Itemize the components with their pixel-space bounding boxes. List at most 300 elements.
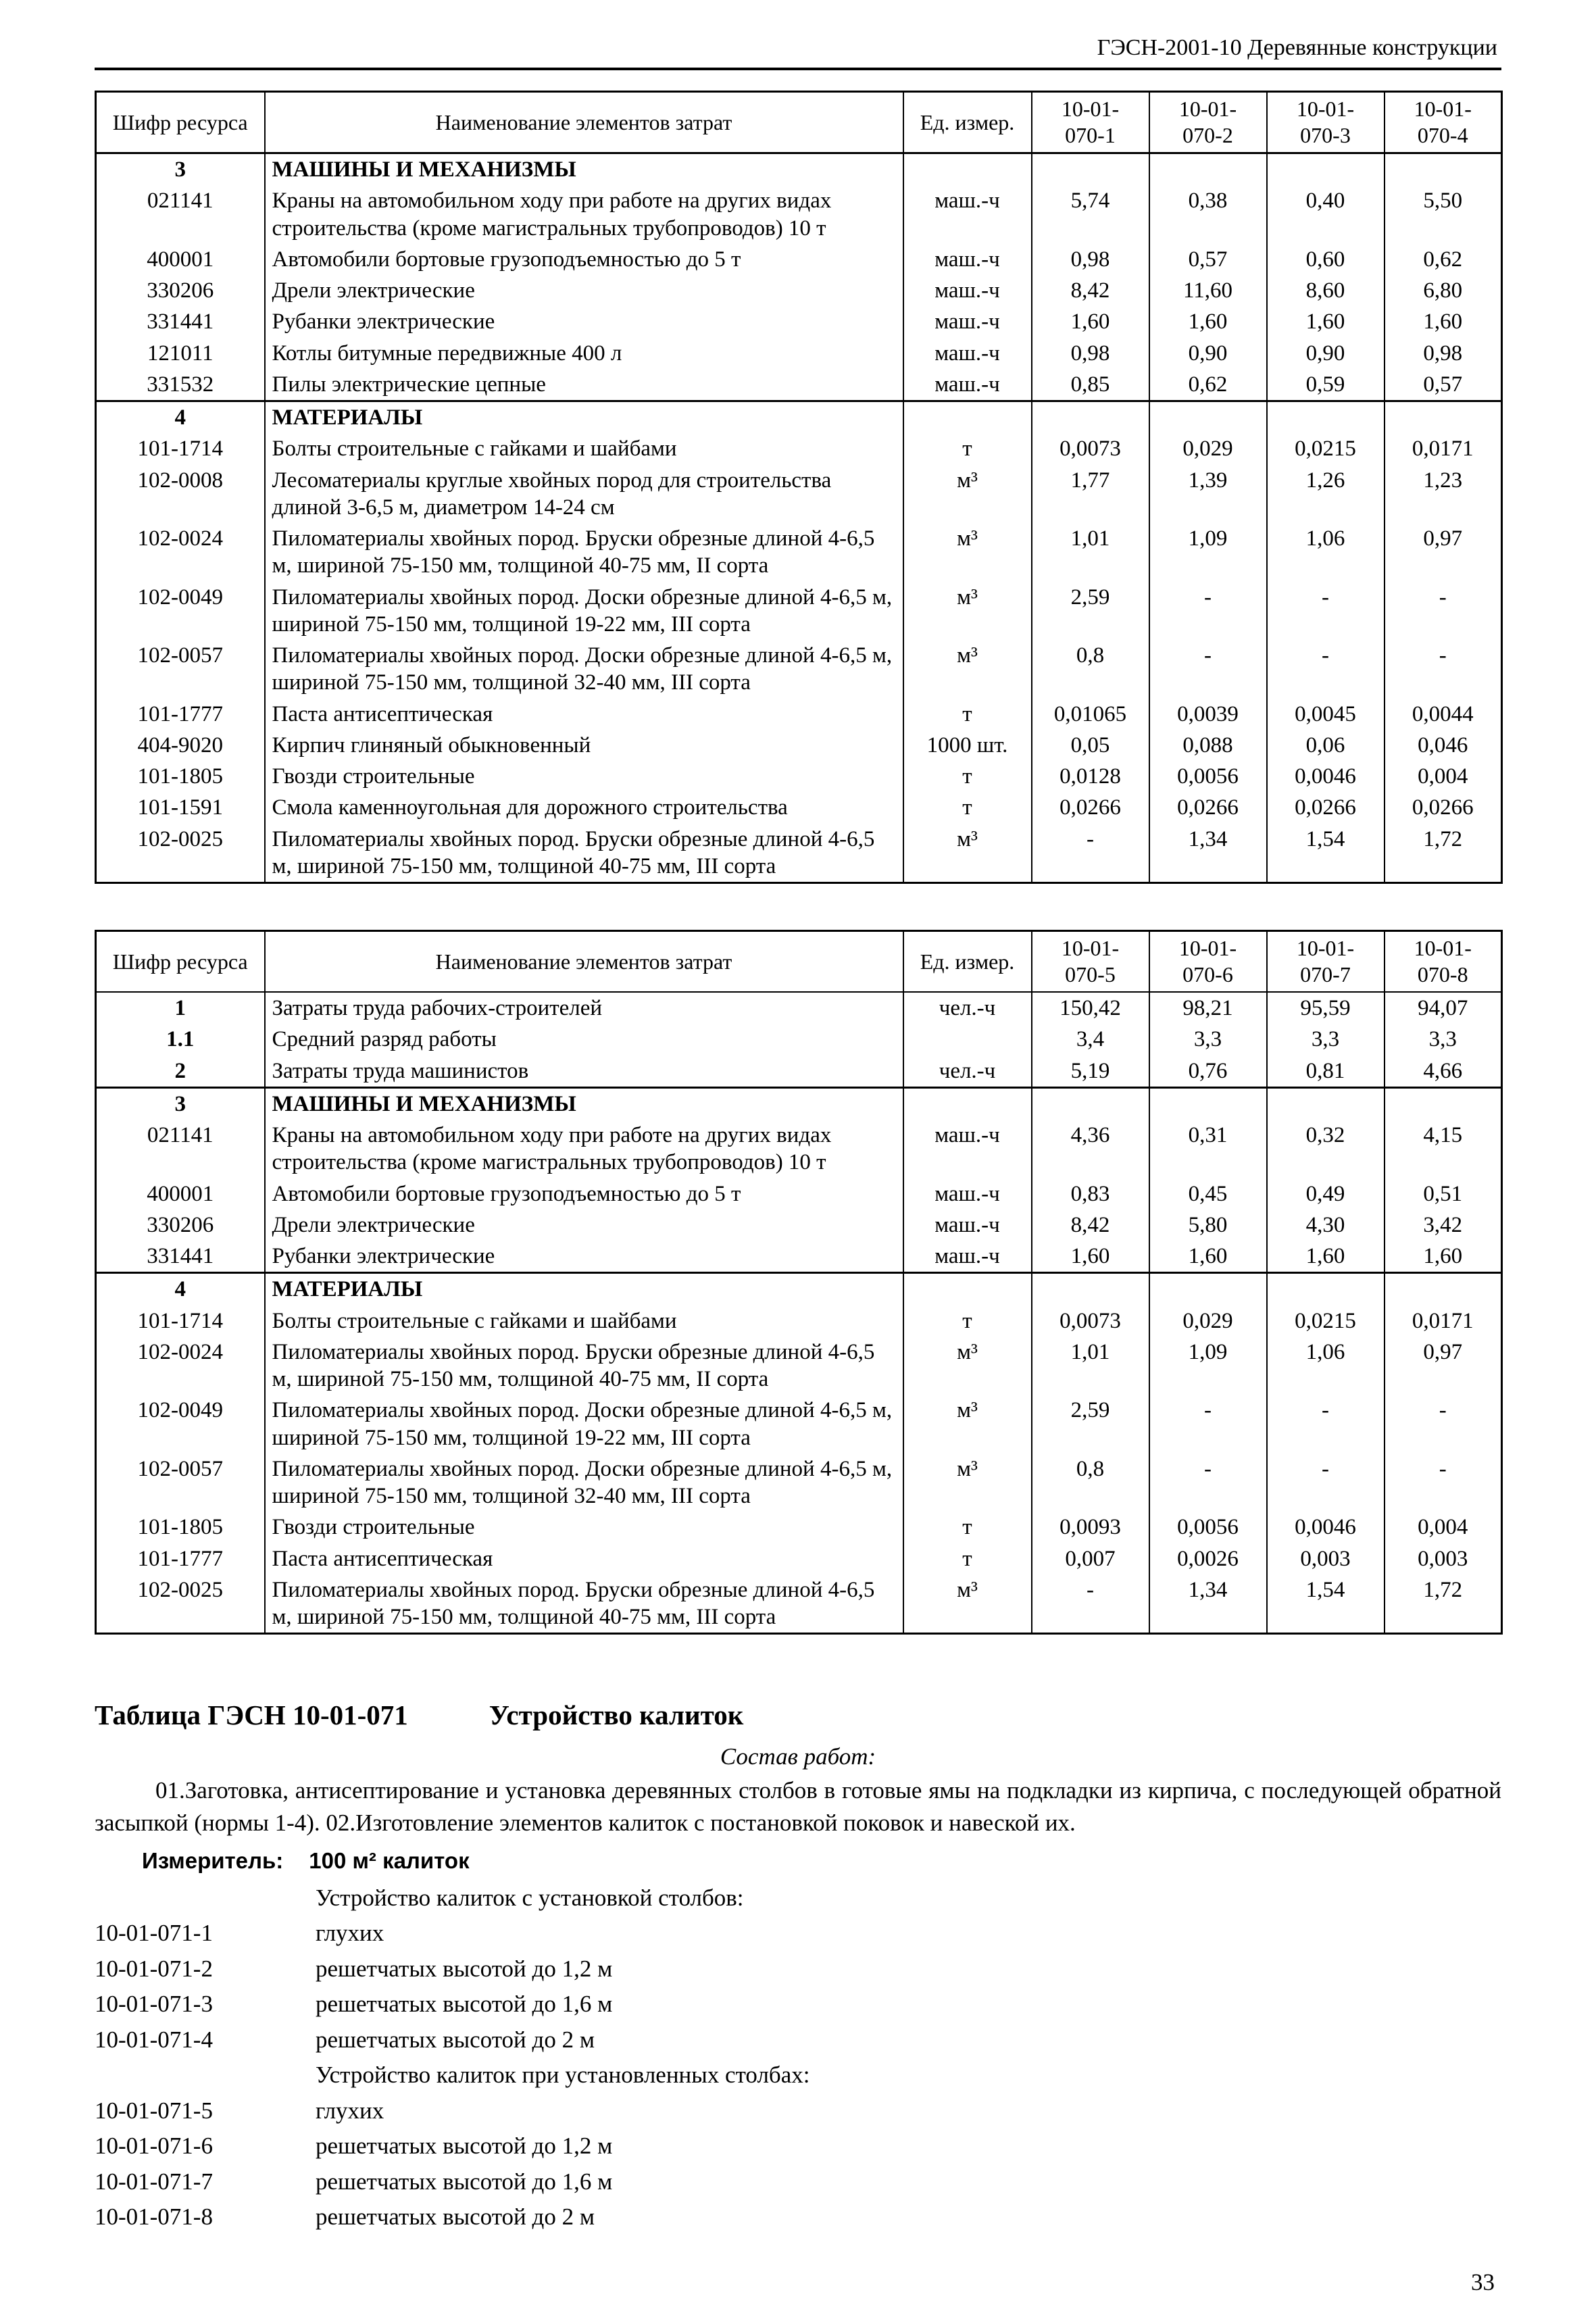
- value-norm-3: 1,06: [1267, 1337, 1385, 1395]
- resource-row: [96, 730, 1502, 761]
- resource-row: [96, 761, 1502, 792]
- value-norm-4: [1385, 1087, 1502, 1120]
- value-norm-4: 1,72: [1385, 1574, 1502, 1634]
- value-norm-3: [1267, 1273, 1385, 1305]
- resource-name: Пиломатериалы хвойных пород. Бруски обрезные длиной 4-6,5 м, шириной 75-150 мм, толщиной 40-75 мм, III сорта: [265, 824, 903, 883]
- measure-item-label: Устройство калиток при установленных столбах:: [316, 2062, 810, 2089]
- resource-code: 102-0024: [96, 1337, 265, 1395]
- table-header-row: [96, 931, 1502, 993]
- section-row: [96, 1087, 1502, 1120]
- measure-item-code: 10-01-071-1: [95, 1920, 213, 1947]
- resource-name: Пиломатериалы хвойных пород. Доски обрезные длиной 4-6,5 м, шириной 75-150 мм, толщиной 19-22 мм, III сорта: [265, 582, 903, 641]
- value-norm-2: 0,0266: [1149, 792, 1267, 823]
- resource-unit: м³: [903, 1574, 1032, 1634]
- value-norm-1: -: [1032, 1574, 1149, 1634]
- resource-unit: м³: [903, 1395, 1032, 1453]
- resource-name: Краны на автомобильном ходу при работе на других видах строительства (кроме магистральных трубопроводов) 10 т: [265, 185, 903, 244]
- resource-row: [96, 185, 1502, 244]
- resource-code: 4: [96, 401, 265, 434]
- value-norm-2: 5,80: [1149, 1210, 1267, 1241]
- value-norm-3: 0,60: [1267, 244, 1385, 275]
- value-norm-2: 0,90: [1149, 338, 1267, 369]
- measure-item-label: Устройство калиток с установкой столбов:: [316, 1884, 744, 1911]
- value-norm-1: 150,42: [1032, 992, 1149, 1024]
- value-norm-1: 2,59: [1032, 1395, 1149, 1453]
- resource-name: МАШИНЫ И МЕХАНИЗМЫ: [265, 153, 903, 186]
- value-norm-1: 0,8: [1032, 1453, 1149, 1512]
- resource-unit: [903, 153, 1032, 186]
- value-norm-3: [1267, 401, 1385, 434]
- resource-code: 4: [96, 1273, 265, 1305]
- value-norm-3: 0,06: [1267, 730, 1385, 761]
- value-norm-4: 94,07: [1385, 992, 1502, 1024]
- resource-unit: маш.-ч: [903, 1178, 1032, 1210]
- resource-unit: т: [903, 761, 1032, 792]
- resource-code: 102-0024: [96, 523, 265, 582]
- resource-unit: маш.-ч: [903, 185, 1032, 244]
- value-norm-1: 0,0128: [1032, 761, 1149, 792]
- resource-code: 102-0025: [96, 824, 265, 883]
- value-norm-2: 0,31: [1149, 1120, 1267, 1178]
- value-norm-3: 0,90: [1267, 338, 1385, 369]
- resource-name: Гвозди строительные: [265, 1512, 903, 1543]
- value-norm-2: 0,76: [1149, 1055, 1267, 1088]
- column-header-cost-element-name: Наименование элементов затрат: [265, 931, 903, 993]
- value-norm-2: 0,0056: [1149, 761, 1267, 792]
- resource-code: 102-0008: [96, 465, 265, 524]
- page-header: [95, 35, 1501, 70]
- measures-list: [95, 1881, 1501, 2235]
- value-norm-2: 3,3: [1149, 1024, 1267, 1055]
- measure-group-heading: [95, 1881, 1501, 1916]
- value-norm-4: -: [1385, 1395, 1502, 1453]
- resource-unit: [903, 401, 1032, 434]
- value-norm-3: 0,0046: [1267, 761, 1385, 792]
- resource-name: Пилы электрические цепные: [265, 369, 903, 401]
- resource-name: Паста антисептическая: [265, 699, 903, 730]
- resource-row: [96, 1574, 1502, 1634]
- value-norm-4: 0,004: [1385, 761, 1502, 792]
- resource-row: [96, 244, 1502, 275]
- measure-item: [95, 2022, 1501, 2058]
- resource-code: 101-1805: [96, 761, 265, 792]
- measure-item-code: 10-01-071-6: [95, 2133, 213, 2160]
- value-norm-2: 1,09: [1149, 523, 1267, 582]
- resource-name: Дрели электрические: [265, 1210, 903, 1241]
- value-norm-1: 0,0093: [1032, 1512, 1149, 1543]
- value-norm-4: 0,046: [1385, 730, 1502, 761]
- measure-item: [95, 1951, 1501, 1987]
- value-norm-4: 1,23: [1385, 465, 1502, 524]
- value-norm-1: 3,4: [1032, 1024, 1149, 1055]
- value-norm-4: 3,42: [1385, 1210, 1502, 1241]
- value-norm-3: 1,60: [1267, 1241, 1385, 1273]
- resource-name: Автомобили бортовые грузоподъемностью до 5 т: [265, 1178, 903, 1210]
- column-header-norm-4: 10-01- 070-4: [1385, 92, 1502, 153]
- resource-row: [96, 1120, 1502, 1178]
- value-norm-3: -: [1267, 640, 1385, 699]
- table-heading-label: Таблица ГЭСН 10-01-071: [95, 1699, 408, 1731]
- value-norm-4: [1385, 153, 1502, 186]
- resource-row: [96, 1241, 1502, 1273]
- resource-row: [96, 1337, 1502, 1395]
- value-norm-1: 0,85: [1032, 369, 1149, 401]
- resource-table-070-5-8: [95, 930, 1503, 1635]
- works-composition-heading: Состав работ:: [720, 1743, 876, 1770]
- value-norm-2: 0,029: [1149, 1305, 1267, 1337]
- resource-code: 400001: [96, 244, 265, 275]
- resource-unit: маш.-ч: [903, 369, 1032, 401]
- measure-item-code: 10-01-071-5: [95, 2097, 213, 2124]
- value-norm-4: 6,80: [1385, 275, 1502, 306]
- value-norm-1: 8,42: [1032, 275, 1149, 306]
- value-norm-4: 0,0171: [1385, 1305, 1502, 1337]
- value-norm-2: -: [1149, 582, 1267, 641]
- value-norm-3: 0,0045: [1267, 699, 1385, 730]
- resource-unit: маш.-ч: [903, 306, 1032, 337]
- resource-name: Пиломатериалы хвойных пород. Доски обрезные длиной 4-6,5 м, шириной 75-150 мм, толщиной 32-40 мм, III сорта: [265, 1453, 903, 1512]
- value-norm-1: 8,42: [1032, 1210, 1149, 1241]
- resource-name: Кирпич глиняный обыкновенный: [265, 730, 903, 761]
- value-norm-3: 0,0046: [1267, 1512, 1385, 1543]
- value-norm-2: [1149, 153, 1267, 186]
- resource-name: Лесоматериалы круглые хвойных пород для строительства длиной 3-6,5 м, диаметром 14-24 см: [265, 465, 903, 524]
- resource-row: [96, 1453, 1502, 1512]
- value-norm-1: 2,59: [1032, 582, 1149, 641]
- resource-code: 330206: [96, 275, 265, 306]
- resource-code: 3: [96, 153, 265, 186]
- measure-item: [95, 1916, 1501, 1951]
- value-norm-2: 0,088: [1149, 730, 1267, 761]
- resource-unit: м³: [903, 465, 1032, 524]
- measure-item-label: глухих: [316, 1920, 384, 1947]
- value-norm-1: 5,74: [1032, 185, 1149, 244]
- column-header-norm-3: 10-01- 070-3: [1267, 92, 1385, 153]
- resource-unit: [903, 1273, 1032, 1305]
- value-norm-1: 0,83: [1032, 1178, 1149, 1210]
- value-norm-1: 0,8: [1032, 640, 1149, 699]
- value-norm-1: 0,0073: [1032, 433, 1149, 464]
- resource-name: Пиломатериалы хвойных пород. Бруски обрезные длиной 4-6,5 м, шириной 75-150 мм, толщиной 40-75 мм, III сорта: [265, 1574, 903, 1634]
- resource-unit: м³: [903, 640, 1032, 699]
- resource-code: 2: [96, 1055, 265, 1088]
- resource-row: [96, 1543, 1502, 1574]
- resource-code: 101-1714: [96, 433, 265, 464]
- value-norm-3: 1,60: [1267, 306, 1385, 337]
- section-row: [96, 1273, 1502, 1305]
- value-norm-2: [1149, 1273, 1267, 1305]
- resource-row: [96, 1055, 1502, 1088]
- resource-row: [96, 465, 1502, 524]
- value-norm-4: -: [1385, 1453, 1502, 1512]
- value-norm-3: 0,49: [1267, 1178, 1385, 1210]
- value-norm-2: 0,38: [1149, 185, 1267, 244]
- value-norm-2: 0,0056: [1149, 1512, 1267, 1543]
- value-norm-2: 1,34: [1149, 1574, 1267, 1634]
- resource-row: [96, 338, 1502, 369]
- resource-code: 101-1805: [96, 1512, 265, 1543]
- value-norm-4: 1,60: [1385, 306, 1502, 337]
- value-norm-3: 3,3: [1267, 1024, 1385, 1055]
- value-norm-4: 4,15: [1385, 1120, 1502, 1178]
- value-norm-4: 0,0044: [1385, 699, 1502, 730]
- value-norm-1: 0,98: [1032, 338, 1149, 369]
- value-norm-3: -: [1267, 1453, 1385, 1512]
- resource-unit: т: [903, 1305, 1032, 1337]
- resource-row: [96, 792, 1502, 823]
- value-norm-3: 0,81: [1267, 1055, 1385, 1088]
- value-norm-2: 1,60: [1149, 306, 1267, 337]
- resource-name: Рубанки электрические: [265, 1241, 903, 1273]
- value-norm-2: 0,0039: [1149, 699, 1267, 730]
- value-norm-1: 1,77: [1032, 465, 1149, 524]
- measure-item-code: 10-01-071-7: [95, 2168, 213, 2195]
- measure-item: [95, 2129, 1501, 2164]
- resource-name: МАШИНЫ И МЕХАНИЗМЫ: [265, 1087, 903, 1120]
- resource-name: Пиломатериалы хвойных пород. Доски обрезные длиной 4-6,5 м, шириной 75-150 мм, толщиной 19-22 мм, III сорта: [265, 1395, 903, 1453]
- resource-row: [96, 433, 1502, 464]
- value-norm-2: 11,60: [1149, 275, 1267, 306]
- measure-value: 100 м² калиток: [309, 1847, 470, 1873]
- resource-code: 101-1777: [96, 1543, 265, 1574]
- column-header-resource-code: Шифр ресурса: [96, 92, 265, 153]
- measure-item: [95, 2199, 1501, 2235]
- resource-code: 101-1777: [96, 699, 265, 730]
- resource-row: [96, 1512, 1502, 1543]
- value-norm-1: 1,60: [1032, 1241, 1149, 1273]
- resource-unit: маш.-ч: [903, 338, 1032, 369]
- resource-row: [96, 699, 1502, 730]
- resource-row: [96, 1024, 1502, 1055]
- measure-item-code: 10-01-071-8: [95, 2204, 213, 2231]
- value-norm-3: 1,26: [1267, 465, 1385, 524]
- value-norm-2: [1149, 401, 1267, 434]
- resource-row: [96, 369, 1502, 401]
- resource-row: [96, 992, 1502, 1024]
- value-norm-1: -: [1032, 824, 1149, 883]
- value-norm-1: 1,60: [1032, 306, 1149, 337]
- measure-item-label: решетчатых высотой до 2 м: [316, 2026, 595, 2053]
- value-norm-3: -: [1267, 1395, 1385, 1453]
- resource-name: Пиломатериалы хвойных пород. Доски обрезные длиной 4-6,5 м, шириной 75-150 мм, толщиной 32-40 мм, III сорта: [265, 640, 903, 699]
- resource-code: 1.1: [96, 1024, 265, 1055]
- column-header-resource-code: Шифр ресурса: [96, 931, 265, 993]
- value-norm-4: 0,97: [1385, 523, 1502, 582]
- resource-name: Пиломатериалы хвойных пород. Бруски обрезные длиной 4-6,5 м, шириной 75-150 мм, толщиной 40-75 мм, II сорта: [265, 1337, 903, 1395]
- value-norm-1: 5,19: [1032, 1055, 1149, 1088]
- resource-unit: маш.-ч: [903, 244, 1032, 275]
- value-norm-4: [1385, 401, 1502, 434]
- resource-row: [96, 1395, 1502, 1453]
- resource-code: 102-0057: [96, 640, 265, 699]
- measure-item-label: глухих: [316, 2097, 384, 2124]
- resource-name: Котлы битумные передвижные 400 л: [265, 338, 903, 369]
- value-norm-3: 0,0215: [1267, 1305, 1385, 1337]
- column-header-norm-1: 10-01- 070-1: [1032, 92, 1149, 153]
- resource-row: [96, 306, 1502, 337]
- value-norm-3: 0,0215: [1267, 433, 1385, 464]
- resource-code: 102-0049: [96, 1395, 265, 1453]
- value-norm-1: [1032, 1273, 1149, 1305]
- resource-code: 400001: [96, 1178, 265, 1210]
- resource-row: [96, 523, 1502, 582]
- resource-row: [96, 640, 1502, 699]
- resource-unit: маш.-ч: [903, 1241, 1032, 1273]
- value-norm-1: 0,01065: [1032, 699, 1149, 730]
- resource-code: 021141: [96, 1120, 265, 1178]
- value-norm-3: 0,59: [1267, 369, 1385, 401]
- column-header-cost-element-name: Наименование элементов затрат: [265, 92, 903, 153]
- value-norm-4: 1,72: [1385, 824, 1502, 883]
- resource-unit: маш.-ч: [903, 275, 1032, 306]
- measure-line: [95, 1848, 1501, 1874]
- resource-code: 021141: [96, 185, 265, 244]
- resource-row: [96, 582, 1502, 641]
- value-norm-2: -: [1149, 1453, 1267, 1512]
- value-norm-2: 1,09: [1149, 1337, 1267, 1395]
- resource-code: 331532: [96, 369, 265, 401]
- value-norm-4: 1,60: [1385, 1241, 1502, 1273]
- resource-code: 331441: [96, 306, 265, 337]
- value-norm-3: 0,003: [1267, 1543, 1385, 1574]
- section-row: [96, 153, 1502, 186]
- measure-item-label: решетчатых высотой до 1,6 м: [316, 1991, 613, 2018]
- column-header-norm-2: 10-01- 070-6: [1149, 931, 1267, 993]
- value-norm-1: 1,01: [1032, 1337, 1149, 1395]
- page-number: 33: [1471, 2269, 1495, 2295]
- value-norm-1: 0,05: [1032, 730, 1149, 761]
- column-header-unit: Ед. измер.: [903, 931, 1032, 993]
- table-header-row: [96, 92, 1502, 153]
- value-norm-4: -: [1385, 640, 1502, 699]
- value-norm-4: [1385, 1273, 1502, 1305]
- resource-name: Паста антисептическая: [265, 1543, 903, 1574]
- resource-code: 102-0049: [96, 582, 265, 641]
- value-norm-1: 4,36: [1032, 1120, 1149, 1178]
- measure-item: [95, 2164, 1501, 2200]
- resource-name: Средний разряд работы: [265, 1024, 903, 1055]
- resource-name: Затраты труда рабочих-строителей: [265, 992, 903, 1024]
- resource-unit: т: [903, 699, 1032, 730]
- measure-item-code: 10-01-071-3: [95, 1991, 213, 2018]
- value-norm-2: -: [1149, 1395, 1267, 1453]
- resource-unit: т: [903, 433, 1032, 464]
- resource-unit: м³: [903, 523, 1032, 582]
- value-norm-4: 0,004: [1385, 1512, 1502, 1543]
- resource-unit: т: [903, 792, 1032, 823]
- resource-code: 101-1591: [96, 792, 265, 823]
- value-norm-4: 0,0171: [1385, 433, 1502, 464]
- value-norm-3: 1,54: [1267, 824, 1385, 883]
- resource-unit: 1000 шт.: [903, 730, 1032, 761]
- resource-unit: м³: [903, 824, 1032, 883]
- value-norm-2: [1149, 1087, 1267, 1120]
- column-header-norm-2: 10-01- 070-2: [1149, 92, 1267, 153]
- resource-row: [96, 1178, 1502, 1210]
- value-norm-3: [1267, 153, 1385, 186]
- measure-item: [95, 1987, 1501, 2022]
- measure-item: [95, 2093, 1501, 2129]
- resource-code: 121011: [96, 338, 265, 369]
- resource-name: Болты строительные с гайками и шайбами: [265, 433, 903, 464]
- resource-code: 101-1714: [96, 1305, 265, 1337]
- resource-row: [96, 1210, 1502, 1241]
- column-header-norm-3: 10-01- 070-7: [1267, 931, 1385, 993]
- resource-name: Болты строительные с гайками и шайбами: [265, 1305, 903, 1337]
- resource-unit: м³: [903, 582, 1032, 641]
- table-heading: [95, 1699, 1501, 1731]
- resource-unit: т: [903, 1543, 1032, 1574]
- value-norm-2: 1,39: [1149, 465, 1267, 524]
- resource-table-070-1-4: [95, 91, 1503, 884]
- value-norm-4: 0,51: [1385, 1178, 1502, 1210]
- value-norm-3: 95,59: [1267, 992, 1385, 1024]
- value-norm-4: 0,003: [1385, 1543, 1502, 1574]
- resource-unit: т: [903, 1512, 1032, 1543]
- resource-row: [96, 1305, 1502, 1337]
- value-norm-2: 0,45: [1149, 1178, 1267, 1210]
- resource-name: Краны на автомобильном ходу при работе на других видах строительства (кроме магистральных трубопроводов) 10 т: [265, 1120, 903, 1178]
- value-norm-3: 0,0266: [1267, 792, 1385, 823]
- resource-name: Дрели электрические: [265, 275, 903, 306]
- value-norm-1: [1032, 1087, 1149, 1120]
- resource-unit: [903, 1087, 1032, 1120]
- value-norm-3: 1,54: [1267, 1574, 1385, 1634]
- value-norm-3: 8,60: [1267, 275, 1385, 306]
- resource-row: [96, 275, 1502, 306]
- value-norm-4: 0,0266: [1385, 792, 1502, 823]
- resource-unit: чел.-ч: [903, 992, 1032, 1024]
- value-norm-4: 0,62: [1385, 244, 1502, 275]
- value-norm-4: -: [1385, 582, 1502, 641]
- doc-title: ГЭСН-2001-10 Деревянные конструкции: [1097, 35, 1497, 60]
- value-norm-3: [1267, 1087, 1385, 1120]
- value-norm-2: -: [1149, 640, 1267, 699]
- value-norm-4: 4,66: [1385, 1055, 1502, 1088]
- value-norm-1: 0,0073: [1032, 1305, 1149, 1337]
- resource-unit: маш.-ч: [903, 1120, 1032, 1178]
- resource-code: 3: [96, 1087, 265, 1120]
- resource-code: 330206: [96, 1210, 265, 1241]
- value-norm-3: 0,40: [1267, 185, 1385, 244]
- value-norm-2: 0,0026: [1149, 1543, 1267, 1574]
- measure-item-code: 10-01-071-2: [95, 1955, 213, 1982]
- value-norm-2: 1,34: [1149, 824, 1267, 883]
- resource-code: 102-0057: [96, 1453, 265, 1512]
- value-norm-3: 1,06: [1267, 523, 1385, 582]
- value-norm-2: 1,60: [1149, 1241, 1267, 1273]
- resource-name: МАТЕРИАЛЫ: [265, 1273, 903, 1305]
- value-norm-2: 0,62: [1149, 369, 1267, 401]
- resource-code: 102-0025: [96, 1574, 265, 1634]
- resource-name: Гвозди строительные: [265, 761, 903, 792]
- value-norm-3: -: [1267, 582, 1385, 641]
- value-norm-2: 0,029: [1149, 433, 1267, 464]
- value-norm-3: 0,32: [1267, 1120, 1385, 1178]
- value-norm-1: 0,0266: [1032, 792, 1149, 823]
- resource-unit: [903, 1024, 1032, 1055]
- value-norm-4: 5,50: [1385, 185, 1502, 244]
- table-heading-title: Устройство калиток: [489, 1699, 744, 1731]
- resource-name: Смола каменноугольная для дорожного строительства: [265, 792, 903, 823]
- value-norm-4: 3,3: [1385, 1024, 1502, 1055]
- value-norm-2: 0,57: [1149, 244, 1267, 275]
- value-norm-1: 0,007: [1032, 1543, 1149, 1574]
- resource-name: Рубанки электрические: [265, 306, 903, 337]
- resource-code: 404-9020: [96, 730, 265, 761]
- section-row: [96, 401, 1502, 434]
- resource-name: Затраты труда машинистов: [265, 1055, 903, 1088]
